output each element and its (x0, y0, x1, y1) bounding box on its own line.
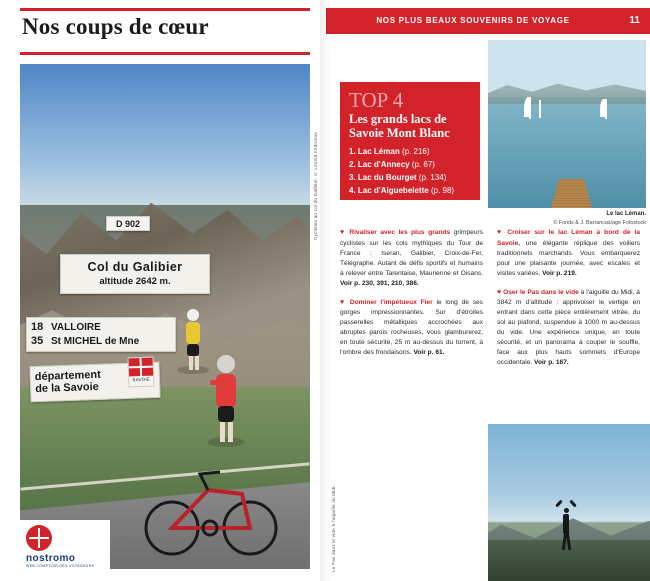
silhouette-head (564, 508, 569, 513)
silhouette-arm-right (569, 499, 577, 507)
sign-directions (26, 317, 176, 352)
sign-col-name: Col du Galibier (87, 260, 183, 274)
top4-item-number-2: 2. (349, 159, 356, 169)
top4-tag: TOP 4 (349, 88, 404, 112)
entry-lead-3: Croiser sur le lac Léman à bord de la Savoie, (497, 229, 640, 247)
top4-item-label-4: Lac d'Aiguebelette (357, 185, 429, 195)
top4-callout-box (340, 82, 480, 200)
title-rule-top (20, 8, 310, 11)
top4-item-number-1: 1. (349, 147, 356, 156)
mast-icon-3 (605, 99, 607, 119)
title-rule-bottom (20, 52, 310, 55)
sign-place-2: St MICHEL de Mne (51, 335, 140, 347)
entry-ref-1: Voir p. 230, 391, 210, 386. (340, 279, 419, 287)
heart-icon: ♥ (497, 229, 504, 236)
sign-col-altitude: altitude 2642 m. (99, 276, 171, 287)
heart-icon: ♥ (497, 288, 502, 296)
sign-place-1: VALLOIRE (51, 321, 101, 333)
entry-ref-2: Voir p. 61. (413, 349, 445, 357)
top4-list (349, 146, 471, 198)
highlight-entry-3 (497, 228, 640, 279)
top4-item-ref-4: (p. 98) (430, 185, 455, 195)
text-column-right (497, 228, 640, 377)
lake-caption-credit: © Fonds & J. Barrancas/age Fotostock (553, 220, 646, 226)
top4-item-label-2: Lac d'Annecy (357, 159, 410, 169)
top4-item-number-3: 3. (349, 172, 356, 182)
silhouette-leg-right (566, 531, 571, 549)
mast-icon-1 (529, 97, 531, 119)
sign-distance-2: 35 (31, 335, 44, 347)
sign-direction-row-1 (27, 320, 175, 334)
top4-item-label-1: Lac Léman (357, 147, 400, 156)
nostromo-compass-icon (26, 525, 52, 551)
entry-body-3: une élégante réplique des voiliers traditionnels marchands. Vous embarquerez pour une plaisante journée, avec escales et visites variées. (497, 239, 640, 277)
entry-ref-3: Voir p. 219. (542, 269, 577, 277)
list-item (349, 159, 471, 172)
pas-dans-le-vide-photo (488, 424, 650, 581)
road-bicycle-icon (138, 444, 288, 564)
savoie-cross-icon (129, 358, 154, 377)
savoie-badge-caption: SAVOIE (132, 376, 151, 383)
top4-item-ref-2: (p. 67) (411, 159, 435, 169)
top4-item-label-3: Lac du Bourget (357, 172, 417, 182)
photo-credit-pas-dans-le-vide: Le Pas dans le vide à l'aiguille du Midi. (331, 485, 336, 572)
highlight-entry-4 (497, 288, 640, 369)
entry-lead-2: Dominer l'impétueux Fier (349, 298, 433, 306)
logo-wordmark: nostromo (26, 553, 76, 564)
top4-item-ref-3: (p. 134) (418, 172, 447, 182)
highlight-entry-2 (340, 298, 483, 359)
running-header-bar (326, 8, 650, 34)
list-item (349, 185, 471, 198)
photo-credit-galibier: Cyclistes au col du Galibier. © Leonid Andronov (313, 132, 318, 240)
body-text-columns (340, 228, 640, 377)
highlight-entry-1 (340, 228, 483, 289)
list-item (349, 172, 471, 185)
entry-lead-4: Oser le Pas dans le vide (503, 288, 579, 296)
lake-caption-title: Le lac Léman. (606, 211, 646, 217)
list-item (349, 146, 471, 159)
top4-item-number-4: 4. (349, 185, 356, 195)
savoie-coat-of-arms-icon (127, 357, 154, 388)
entry-body-4: à l'aiguille du Midi, à 3842 m d'altitude : apprivoiser le vertige en entrant dans cette pièce entièrement vitrée, du sol au plafond, suspendue à 1000 m au-dessus du vide. Une expérience unique, en toute sécurité, et un panorama à couper le souffle, face aux plus hauts sommets d'Europe occidentale. (497, 288, 640, 367)
right-page (326, 0, 650, 581)
cyclist-grey-hair-icon (200, 344, 252, 448)
person-silhouette-icon (559, 502, 573, 550)
page-title: Nos coups de cœur (22, 14, 209, 39)
entry-lead-1: Rivaliser avec les plus grands (349, 229, 451, 236)
sign-department-line-2: de la Savoie (35, 380, 99, 396)
sign-department-line-1: département (34, 368, 101, 384)
sign-distance-1: 18 (31, 321, 44, 333)
top4-item-ref-1: (p. 216) (401, 147, 430, 156)
silhouette-arm-left (555, 499, 563, 507)
page-number: 11 (629, 15, 640, 26)
text-column-left (340, 228, 483, 377)
hero-photo-galibier (20, 64, 310, 569)
heart-icon: ♥ (340, 298, 347, 306)
top4-heading: Les grands lacs de Savoie Mont Blanc (349, 112, 450, 140)
sign-direction-row-2 (27, 334, 175, 348)
entry-body-1: grimpeurs cyclistes sur les cols mythiques du Tour de France : Iseran, Galibier, Croix-de-Fer, Télégraphe. Autant de défis sportifs et humains à relever entre Tarentaise, Maurienne et Oisans. (340, 229, 483, 277)
sign-road-number: D 902 (106, 216, 150, 231)
sky-layer (20, 64, 310, 205)
running-header-title: NOS PLUS BEAUX SOUVENIRS DE VOYAGE (376, 16, 570, 25)
publisher-logo (20, 520, 110, 569)
heart-icon: ♥ (340, 229, 346, 236)
mast-icon-2 (539, 100, 541, 118)
sign-col-galibier (60, 254, 210, 294)
silhouette-torso (563, 514, 569, 534)
logo-tagline: WEB COMPTOIR DES VOYAGEURS (26, 564, 95, 568)
far-shore-layer (488, 77, 646, 104)
entry-ref-4: Voir p. 167. (534, 359, 569, 367)
entry-body-2: le long de ses gorges impressionnantes. Sur d'étroites passerelles métalliques accrochées aux abruptes parois rocheuses, vous głamburerez, en toute sécurité, 25 m au-dessus du torrent, à l'ombre des frondaisons. (340, 298, 483, 357)
lake-photo-caption (486, 210, 646, 227)
lake-leman-photo (488, 40, 646, 208)
